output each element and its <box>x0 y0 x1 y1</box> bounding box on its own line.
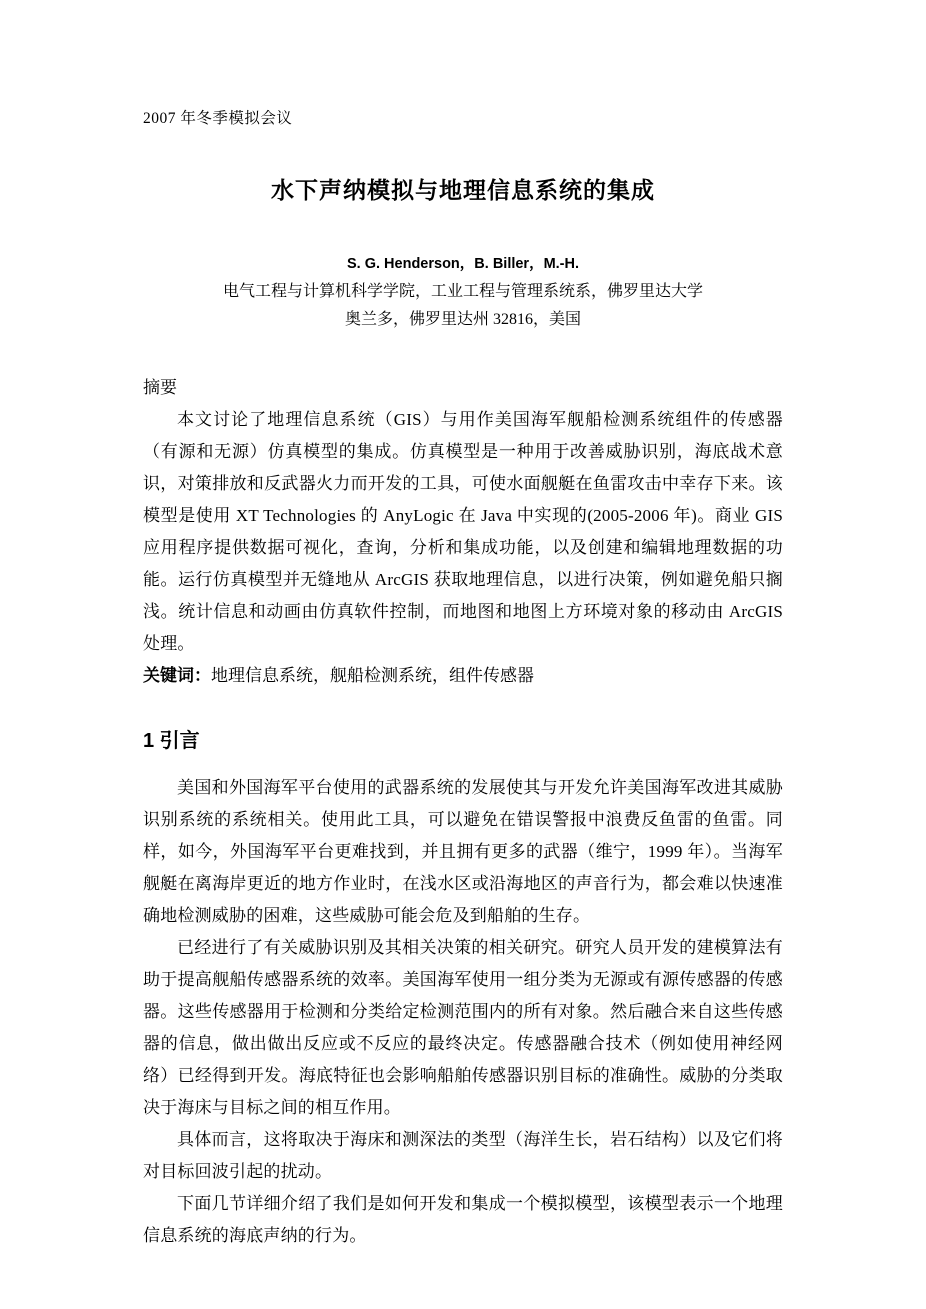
abstract-paragraph: 本文讨论了地理信息系统（GIS）与用作美国海军舰船检测系统组件的传感器（有源和无源）仿真模型的集成。仿真模型是一种用于改善威胁识别，海底战术意识，对策排放和反武器火力而开发的工具，可使水面舰艇在鱼雷攻击中幸存下来。该模型是使用 XT Technologies 的 AnyLogic 在 Java 中实现的(2005-2006 年)。商业 GIS 应用程序提供数据可视化，查询，分析和集成功能，以及创建和编辑地理数据的功能。运行仿真模型并无缝地从 ArcGIS 获取地理信息，以进行决策，例如避免船只搁浅。统计信息和动画由仿真软件控制，而地图和地图上方环境对象的移动由 ArcGIS 处理。 <box>143 410 783 653</box>
affiliation-line-1: 电气工程与计算机科学学院，工业工程与管理系统系，佛罗里达大学 <box>222 283 703 300</box>
intro-paragraph-2: 已经进行了有关威胁识别及其相关决策的相关研究。研究人员开发的建模算法有助于提高舰船传感器系统的效率。美国海军使用一组分类为无源或有源传感器的传感器。这些传感器用于检测和分类给定检测范围内的所有对象。然后融合来自这些传感器的信息，做出做出反应或不反应的最终决定。传感器融合技术（例如使用神经网络）已经得到开发。海底特征也会影响船舶传感器识别目标的准确性。威胁的分类取决于海床与目标之间的相互作用。 <box>143 938 783 1117</box>
keywords-text: 地理信息系统，舰船检测系统，组件传感器 <box>211 666 534 685</box>
section-1-heading: 1 引言 <box>143 730 200 752</box>
intro-paragraph-3: 具体而言，这将取决于海床和测深法的类型（海洋生长，岩石结构）以及它们将对目标回波引起的扰动。 <box>143 1130 783 1181</box>
affiliation-line-2: 奥兰多，佛罗里达州 32816，美国 <box>344 311 581 328</box>
abstract-heading: 摘要 <box>143 378 177 397</box>
keywords-line <box>143 660 783 692</box>
authors-line: S. G. Henderson，B. Biller，M.-H. <box>346 256 580 272</box>
conference-header: 2007 年冬季模拟会议 <box>143 110 293 127</box>
intro-paragraph-4: 下面几节详细介绍了我们是如何开发和集成一个模拟模型，该模型表示一个地理信息系统的海底声纳的行为。 <box>143 1194 783 1245</box>
keywords-label: 关键词： <box>143 666 211 685</box>
intro-paragraph-1: 美国和外国海军平台使用的武器系统的发展使其与开发允许美国海军改进其威胁识别系统的系统相关。使用此工具，可以避免在错误警报中浪费反鱼雷的鱼雷。同样，如今，外国海军平台更难找到，并且拥有更多的武器（维宁，1999 年）。当海军舰艇在离海岸更近的地方作业时，在浅水区或沿海地区的声音行为，都会难以快速准确地检测威胁的困难，这些威胁可能会危及到船舶的生存。 <box>143 778 783 925</box>
paper-title: 水下声纳模拟与地理信息系统的集成 <box>271 177 655 203</box>
